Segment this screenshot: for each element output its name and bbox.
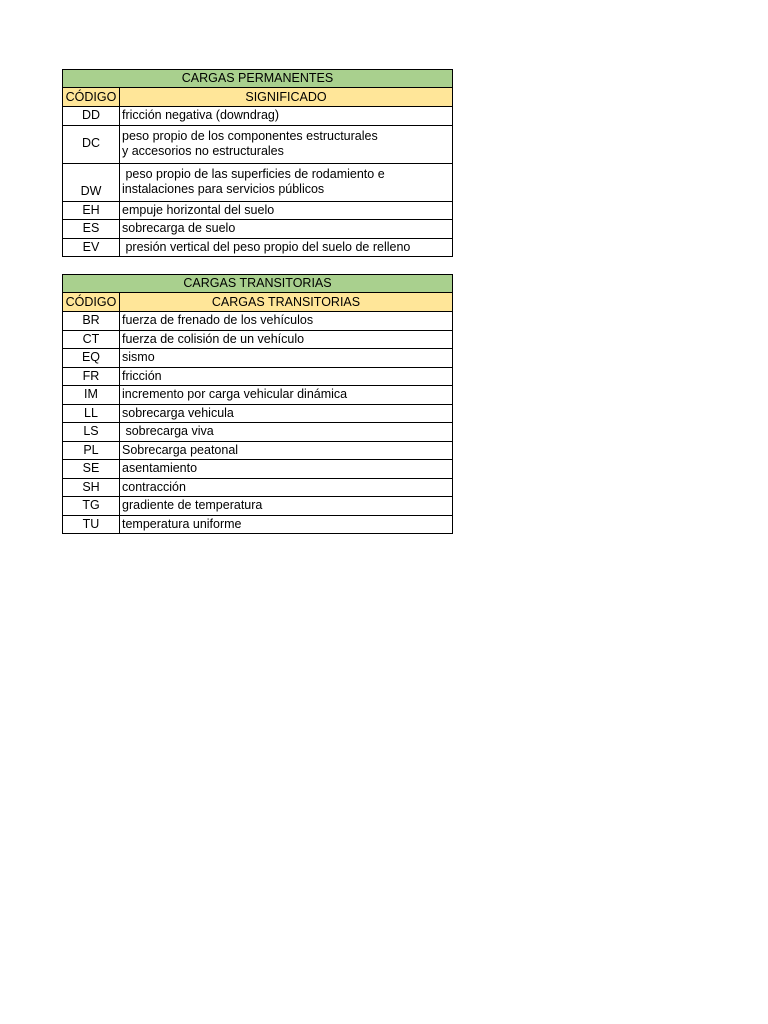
table-row [63, 349, 453, 368]
table-row [63, 497, 453, 516]
table-row [63, 515, 453, 534]
load-code: PL [63, 441, 120, 460]
load-description: fricción negativa (downdrag) [120, 107, 453, 126]
table-header-row [63, 88, 453, 107]
load-description: sismo [120, 349, 453, 368]
load-code: EQ [63, 349, 120, 368]
table-row [63, 478, 453, 497]
load-description: sobrecarga vehicula [120, 404, 453, 423]
load-code: TG [63, 497, 120, 516]
load-code: LS [63, 423, 120, 442]
load-description: sobrecarga viva [120, 423, 453, 442]
table-row [63, 386, 453, 405]
load-code: EV [63, 238, 120, 257]
load-code: IM [63, 386, 120, 405]
load-description: temperatura uniforme [120, 515, 453, 534]
meaning-column-header: SIGNIFICADO [120, 88, 453, 107]
load-code: SH [63, 478, 120, 497]
load-description: peso propio de las superficies de rodamiento e instalaciones para servicios públicos [120, 163, 453, 201]
load-description: empuje horizontal del suelo [120, 201, 453, 220]
table-row [63, 441, 453, 460]
load-description: fricción [120, 367, 453, 386]
table-row [63, 312, 453, 331]
load-description: presión vertical del peso propio del suelo de relleno [120, 238, 453, 257]
table-row [63, 460, 453, 479]
load-code: LL [63, 404, 120, 423]
table-row [63, 423, 453, 442]
load-code: SE [63, 460, 120, 479]
load-code: BR [63, 312, 120, 331]
load-description: asentamiento [120, 460, 453, 479]
load-code: CT [63, 330, 120, 349]
load-code: DC [63, 125, 120, 163]
load-description: contracción [120, 478, 453, 497]
load-code: ES [63, 220, 120, 239]
table-row [63, 220, 453, 239]
load-code: DW [63, 163, 120, 201]
transient-loads-title: CARGAS TRANSITORIAS [63, 275, 453, 293]
code-column-header: CÓDIGO [63, 293, 120, 312]
table-row [63, 125, 453, 163]
load-description: Sobrecarga peatonal [120, 441, 453, 460]
table-row [63, 107, 453, 126]
table-row [63, 367, 453, 386]
load-description: incremento por carga vehicular dinámica [120, 386, 453, 405]
permanent-loads-title: CARGAS PERMANENTES [63, 70, 453, 88]
load-code: EH [63, 201, 120, 220]
table-row [63, 404, 453, 423]
meaning-column-header: CARGAS TRANSITORIAS [120, 293, 453, 312]
load-description: fuerza de colisión de un vehículo [120, 330, 453, 349]
load-description: sobrecarga de suelo [120, 220, 453, 239]
permanent-loads-table [62, 69, 453, 257]
table-title-row [63, 70, 453, 88]
load-description: gradiente de temperatura [120, 497, 453, 516]
load-description: peso propio de los componentes estructurales y accesorios no estructurales [120, 125, 453, 163]
table-row [63, 201, 453, 220]
load-description: fuerza de frenado de los vehículos [120, 312, 453, 331]
table-row [63, 330, 453, 349]
code-column-header: CÓDIGO [63, 88, 120, 107]
table-row [63, 163, 453, 201]
load-code: FR [63, 367, 120, 386]
load-code: DD [63, 107, 120, 126]
transient-loads-table [62, 274, 453, 534]
table-row [63, 238, 453, 257]
load-code: TU [63, 515, 120, 534]
table-title-row [63, 275, 453, 293]
table-header-row [63, 293, 453, 312]
